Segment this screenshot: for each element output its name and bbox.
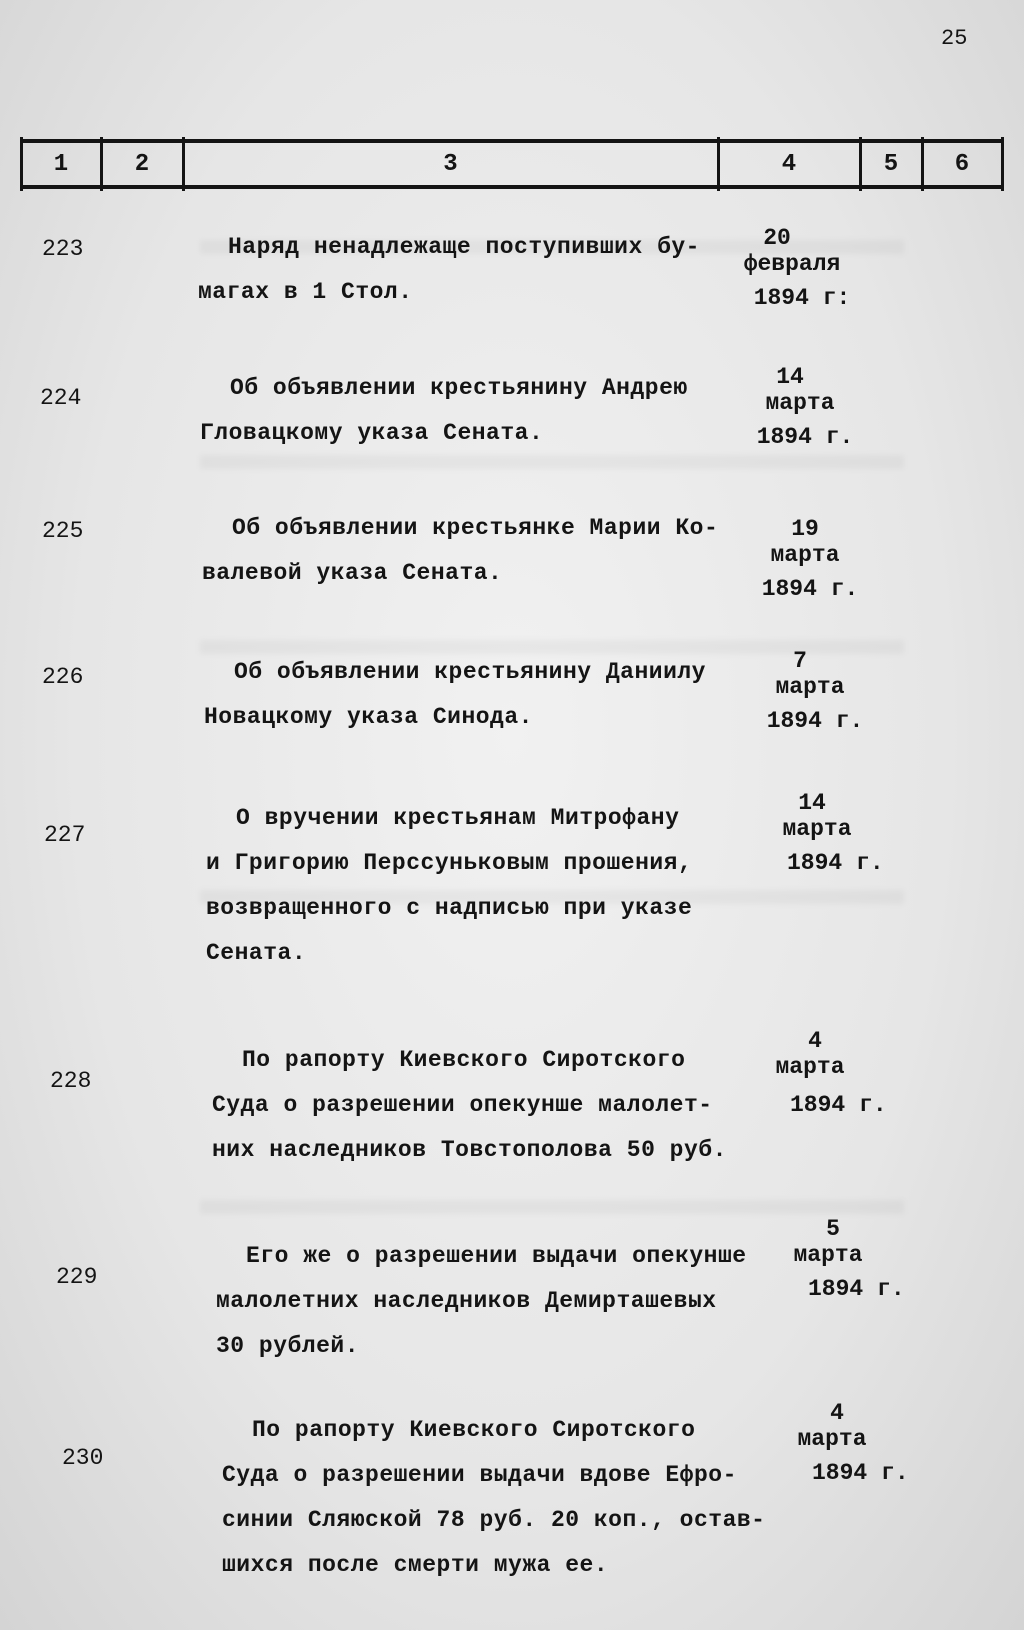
date-day: 20 (763, 225, 791, 251)
description-line: Об объявлении крестьянке Марии Ко- (232, 515, 719, 541)
description-line: Сената. (206, 940, 307, 966)
column-divider (1001, 137, 1004, 191)
date-day: 19 (791, 516, 819, 542)
description-line: 30 рублей. (216, 1333, 360, 1359)
column-header-3: 3 (443, 150, 458, 178)
entry-number: 227 (44, 822, 86, 848)
date-year: 1894 г. (756, 424, 854, 450)
column-header-table (22, 139, 1004, 189)
description-line: Новацкому указа Синода. (204, 704, 533, 730)
column-header-1: 1 (53, 150, 69, 178)
description-line: Об объявлении крестьянину Андрею (230, 375, 688, 401)
entry-number: 223 (42, 236, 84, 262)
entry-date (750, 648, 870, 734)
date-month: марта (782, 816, 852, 842)
date-year: 1894 г. (761, 576, 859, 602)
entry-description (198, 225, 718, 315)
page-number: 25 (941, 26, 968, 51)
description-line: Гловацкому указа Сената. (200, 420, 544, 446)
description-line: Об объявлении крестьянину Даниилу (234, 659, 706, 685)
date-month: марта (775, 1054, 845, 1080)
entry-number: 228 (50, 1068, 92, 1094)
date-year: 1894 г. (812, 1460, 909, 1486)
description-line: возвращенного с надписью при указе (206, 895, 693, 921)
bleed-through-mark (200, 1200, 904, 1214)
date-month: марта (793, 1242, 863, 1268)
column-header-5: 5 (883, 150, 899, 178)
entry-description (216, 1234, 747, 1369)
date-year: 1894 г: (753, 285, 851, 311)
entry-number: 225 (42, 518, 84, 544)
description-line: О вручении крестьянам Митрофану (236, 805, 680, 831)
entry-description (206, 796, 726, 976)
entry-description (204, 650, 724, 740)
entry-date (757, 790, 884, 876)
date-day: 14 (776, 364, 804, 390)
date-day: 7 (793, 648, 807, 674)
entry-date (740, 364, 860, 450)
entry-number: 226 (42, 664, 84, 690)
entry-date (768, 1216, 905, 1302)
date-month: марта (765, 390, 835, 416)
entry-date (745, 516, 865, 602)
entry-date (772, 1400, 909, 1486)
description-line: и Григорию Перссуньковым прошения, (206, 850, 693, 876)
description-line: Наряд ненадлежаще поступивших бу- (228, 234, 700, 260)
date-day: 14 (798, 790, 826, 816)
date-day: 4 (808, 1028, 822, 1054)
description-line: них наследников Товстополова 50 руб. (212, 1137, 727, 1163)
date-month: февраля (743, 251, 841, 277)
description-line: По рапорту Киевского Сиротского (252, 1417, 696, 1443)
entry-description (202, 506, 722, 596)
description-line: По рапорту Киевского Сиротского (242, 1047, 686, 1073)
entry-number: 224 (40, 385, 82, 411)
date-month: марта (775, 674, 845, 700)
date-year: 1894 г. (808, 1276, 905, 1302)
column-header-6: 6 (954, 150, 970, 178)
date-day: 5 (826, 1216, 840, 1242)
column-header-4: 4 (781, 150, 797, 178)
entry-description (212, 1038, 732, 1173)
entry-date (750, 1028, 887, 1118)
date-year: 1894 г. (790, 1092, 887, 1118)
description-line: малолетних наследников Демирташевых (216, 1288, 717, 1314)
date-year: 1894 г. (787, 850, 884, 876)
entry-number: 230 (62, 1445, 104, 1471)
description-line: магах в 1 Стол. (198, 279, 413, 305)
entry-number: 229 (56, 1264, 98, 1290)
date-day: 4 (830, 1400, 844, 1426)
entry-date (732, 225, 852, 311)
description-line: синии Сляюской 78 руб. 20 коп., остав- (222, 1507, 766, 1533)
date-month: марта (770, 542, 840, 568)
description-line: Суда о разрешении опекунше малолет- (212, 1092, 713, 1118)
description-line: шихся после смерти мужа ее. (222, 1552, 609, 1578)
entry-description (222, 1408, 766, 1588)
column-header-2: 2 (134, 150, 150, 178)
description-line: Суда о разрешении выдачи вдове Ефро- (222, 1462, 737, 1488)
description-line: Его же о разрешении выдачи опекунше (246, 1243, 747, 1269)
date-year: 1894 г. (766, 708, 864, 734)
date-month: марта (797, 1426, 867, 1452)
description-line: валевой указа Сената. (202, 560, 503, 586)
bleed-through-mark (200, 455, 904, 469)
entry-description (200, 366, 720, 456)
